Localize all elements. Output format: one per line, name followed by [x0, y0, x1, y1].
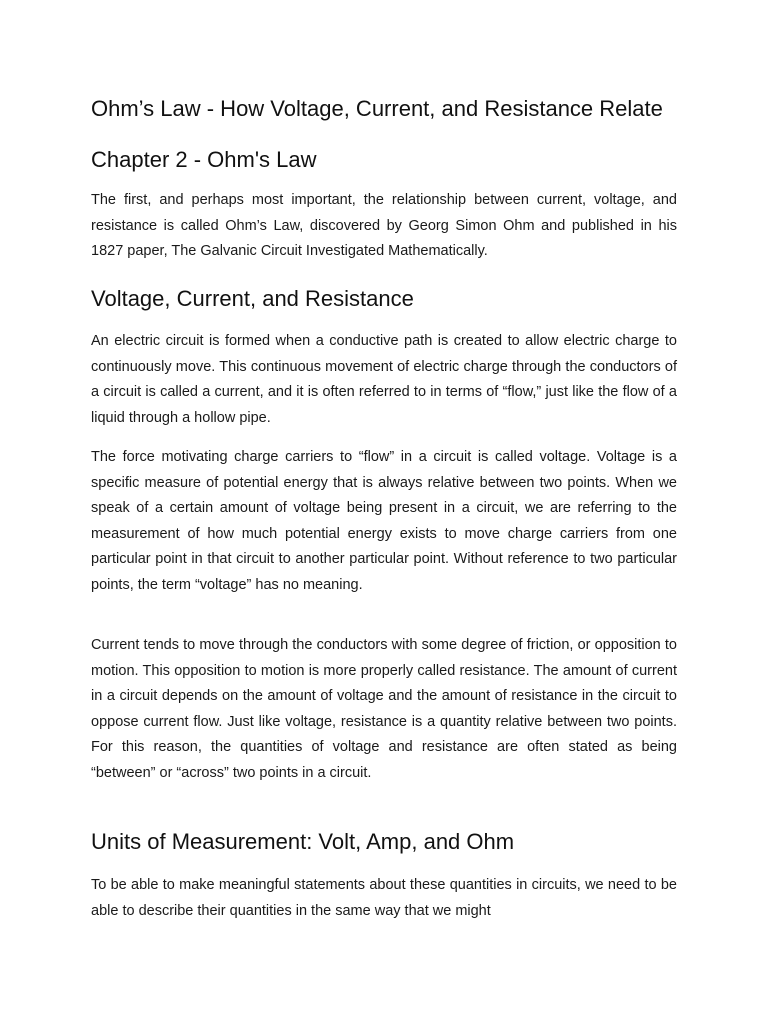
- body-paragraph: The force motivating charge carriers to “flow” in a circuit is called voltage. Voltage is a specific measure of potential energy that is always relative between two points. When we speak of a certain amount of voltage being present in a circuit, we are referring to the measurement of how much potential energy exists to move charge carriers from one particular point in that circuit to another particular point. Without reference to two particular points, the term “voltage” has no meaning.: [91, 449, 677, 593]
- intro-paragraph: The first, and perhaps most important, the relationship between current, voltage, and resistance is called Ohm’s Law, discovered by Georg Simon Ohm and published in his 1827 paper, The Galvanic Circuit Investigated Mathematically.: [91, 192, 677, 259]
- chapter-heading: Chapter 2 - Ohm's Law: [91, 147, 317, 172]
- body-paragraph: An electric circuit is formed when a conductive path is created to allow electric charge to continuously move. This continuous movement of electric charge through the conductors of a circuit is called a current, and it is often referred to in terms of “flow,” just like the flow of a liquid through a hollow pipe.: [91, 333, 677, 426]
- document-title: Ohm’s Law - How Voltage, Current, and Resistance Relate: [91, 96, 663, 121]
- section-heading-voltage-current-resistance: Voltage, Current, and Resistance: [91, 286, 414, 311]
- body-paragraph: To be able to make meaningful statements about these quantities in circuits, we need to be able to describe their quantities in the same way that we might: [91, 877, 677, 919]
- section-heading-units-of-measurement: Units of Measurement: Volt, Amp, and Ohm: [91, 829, 515, 854]
- body-paragraph: Current tends to move through the conductors with some degree of friction, or opposition to motion. This opposition to motion is more properly called resistance. The amount of current in a circuit depends on the amount of voltage and the amount of resistance in the circuit to oppose current flow. Just like voltage, resistance is a quantity relative between two points. For this reason, the quantities of voltage and resistance are often stated as being “between” or “across” two points in a circuit.: [91, 637, 677, 781]
